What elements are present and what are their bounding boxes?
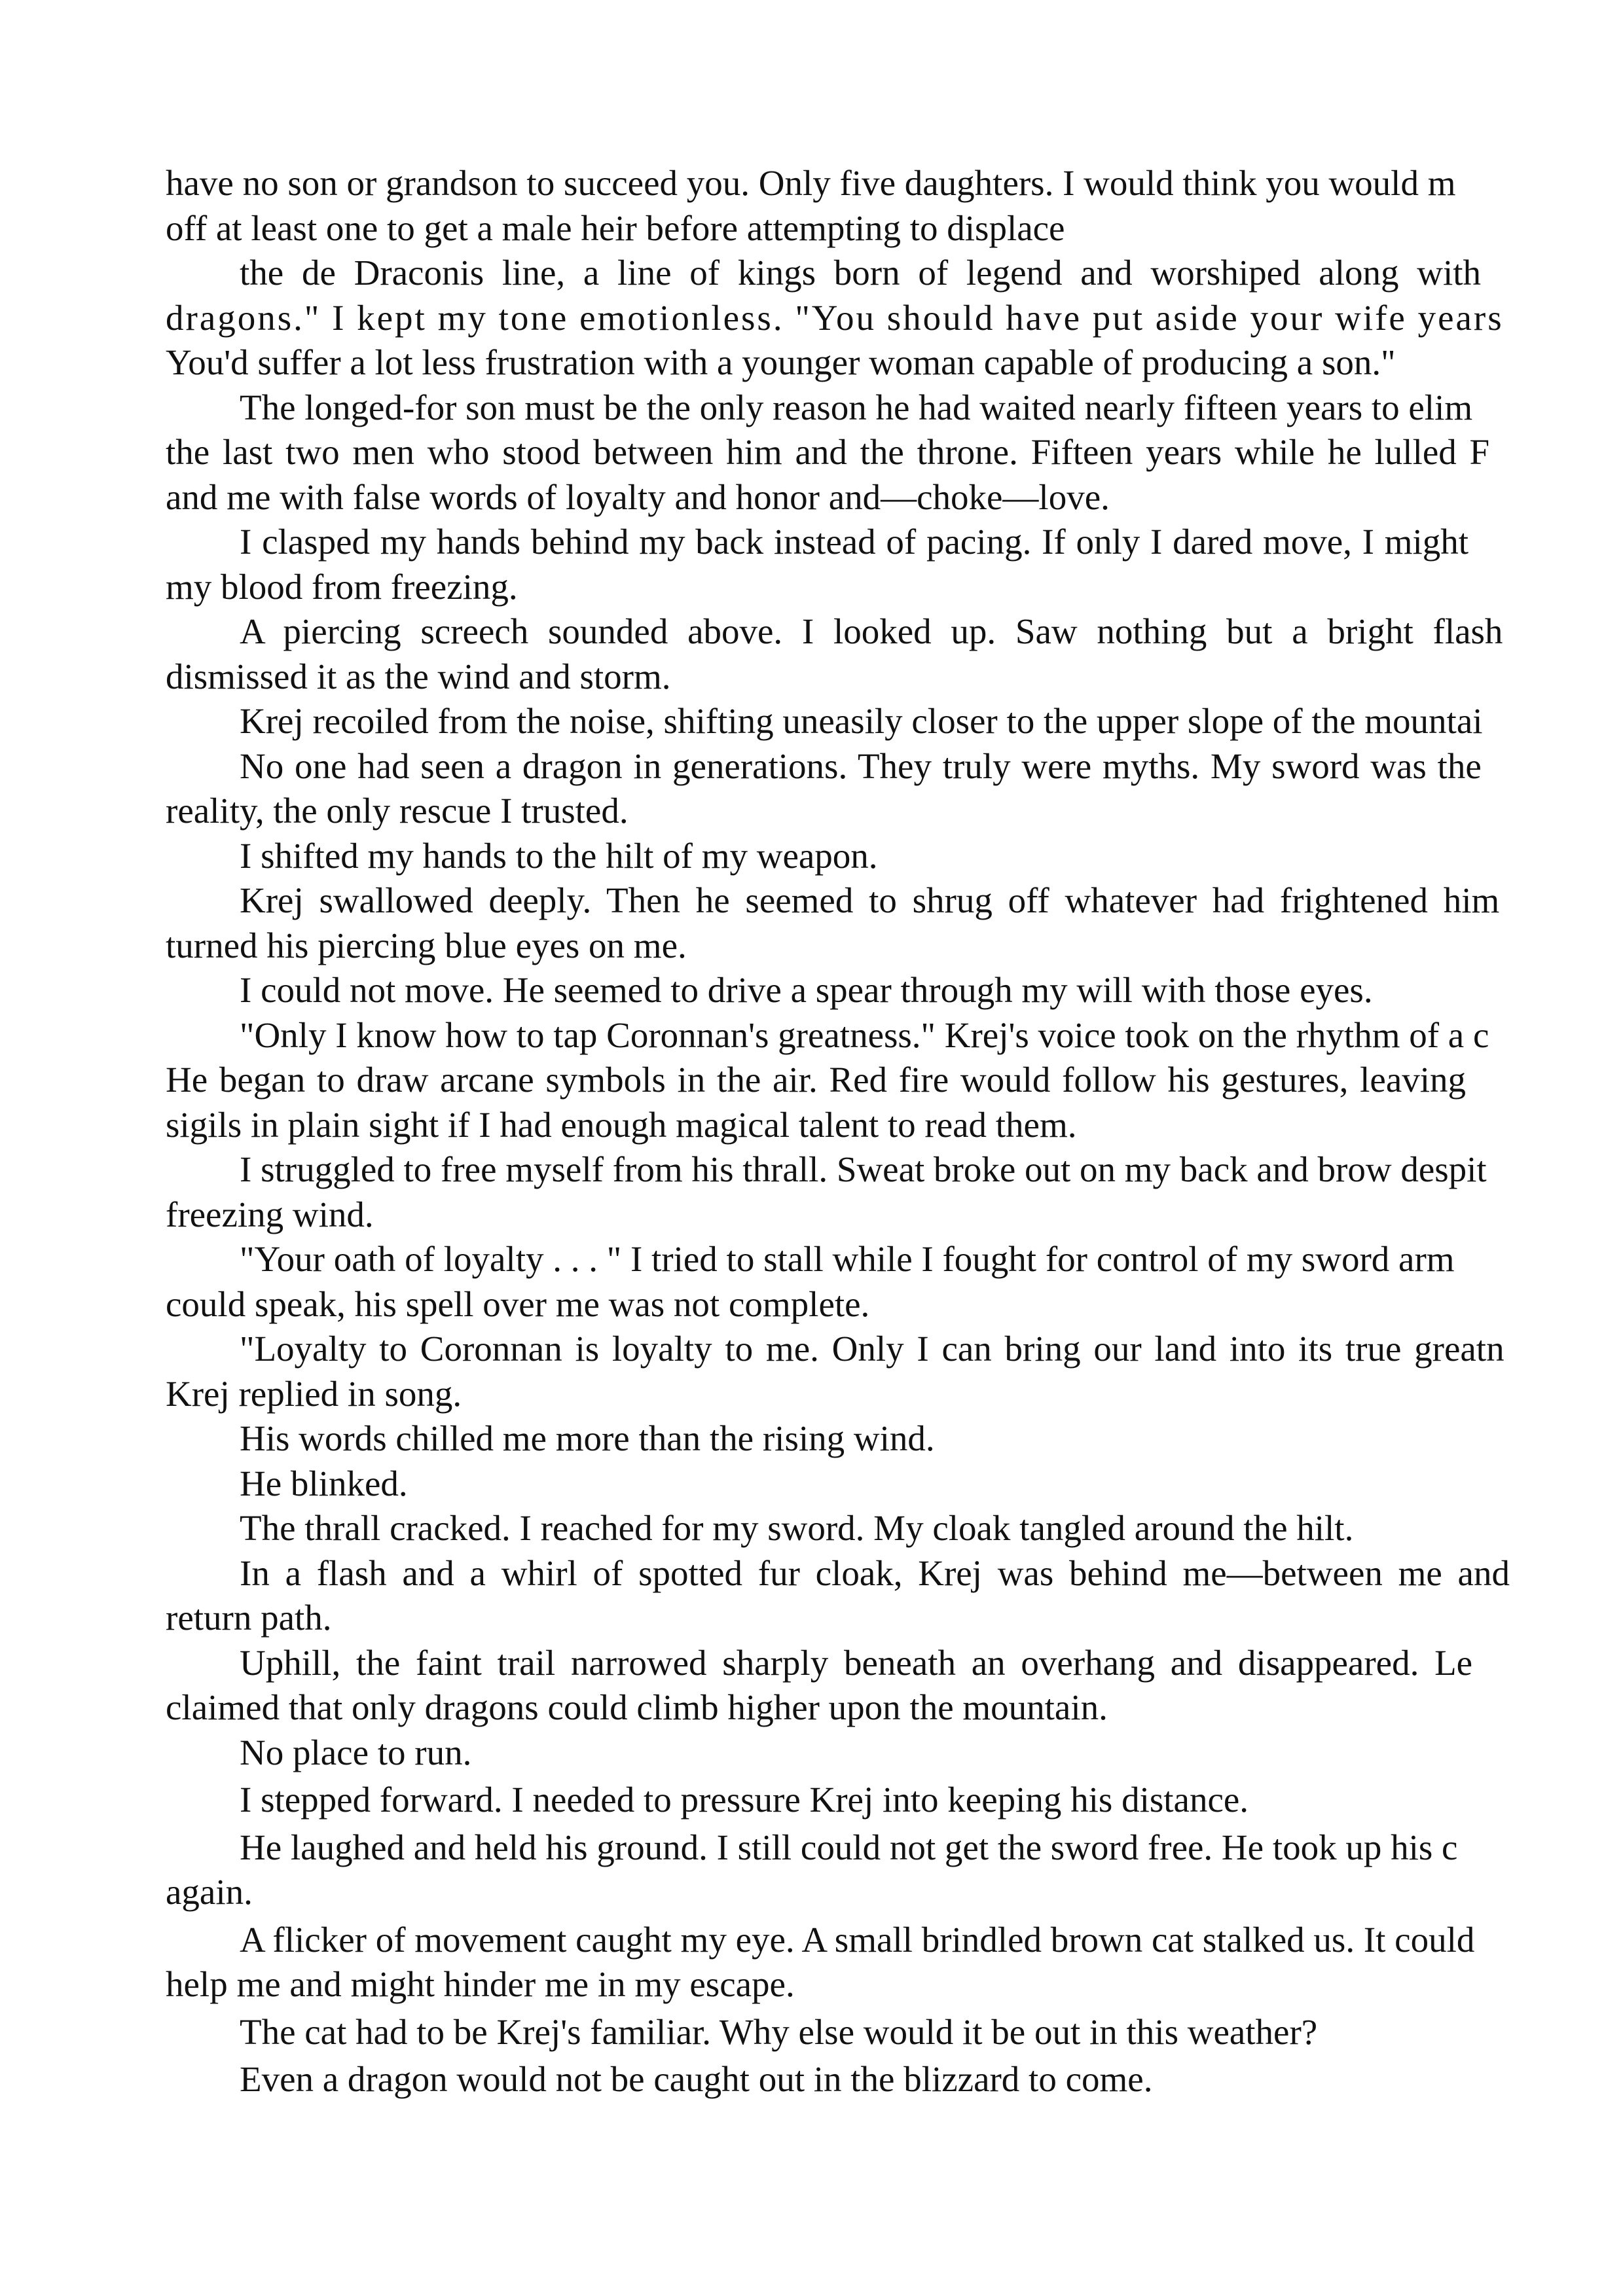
text-line: help me and might hinder me in my escape. <box>166 1964 795 2004</box>
text-line: I shifted my hands to the hilt of my weapon. <box>240 835 878 876</box>
text-line: The longed-for son must be the only reason he had waited nearly fifteen years to elim <box>240 387 1473 427</box>
text-line: You'd suffer a lot less frustration with a younger woman capable of producing a son." <box>166 342 1396 382</box>
text-line: A flicker of movement caught my eye. A small brindled brown cat stalked us. It could <box>240 1919 1475 1960</box>
text-line: Krej swallowed deeply. Then he seemed to shrug off whatever had frightened him <box>240 880 1500 920</box>
text-line: Even a dragon would not be caught out in the blizzard to come. <box>240 2059 1153 2099</box>
text-line: I stepped forward. I needed to pressure Krej into keeping his distance. <box>240 1780 1249 1820</box>
text-line: Krej recoiled from the noise, shifting uneasily closer to the upper slope of the mountai <box>240 701 1483 741</box>
text-line: "Your oath of loyalty . . . " I tried to stall while I fought for control of my sword arm <box>240 1239 1455 1279</box>
text-line: Krej replied in song. <box>166 1373 462 1414</box>
text-line: have no son or grandson to succeed you. Only five daughters. I would think you would m <box>166 163 1456 203</box>
text-line: my blood from freezing. <box>166 566 518 607</box>
text-line: sigils in plain sight if I had enough magical talent to read them. <box>166 1104 1077 1145</box>
text-line: again. <box>166 1872 253 1912</box>
text-line: dragons." I kept my tone emotionless. "You should have put aside your wife years <box>166 297 1504 338</box>
text-line: could speak, his spell over me was not complete. <box>166 1283 870 1324</box>
text-line: A piercing screech sounded above. I looked up. Saw nothing but a bright flash <box>240 611 1503 651</box>
text-line: dismissed it as the wind and storm. <box>166 656 671 696</box>
text-line: No place to run. <box>240 1732 472 1772</box>
text-line: reality, the only rescue I trusted. <box>166 791 629 831</box>
text-line: return path. <box>166 1598 332 1638</box>
text-line: Uphill, the faint trail narrowed sharply beneath an overhang and disappeared. Le <box>240 1642 1473 1683</box>
text-line: The cat had to be Krej's familiar. Why else would it be out in this weather? <box>240 2011 1318 2052</box>
text-line: the last two men who stood between him and the throne. Fifteen years while he lulled F <box>166 432 1490 472</box>
body-text <box>166 161 1623 2102</box>
text-line: the de Draconis line, a line of kings born of legend and worshiped along with <box>240 253 1482 293</box>
text-line: He began to draw arcane symbols in the air. Red fire would follow his gestures, leaving <box>166 1060 1467 1100</box>
text-line: I clasped my hands behind my back instead of pacing. If only I dared move, I might <box>240 522 1469 562</box>
text-line: "Loyalty to Coronnan is loyalty to me. Only I can bring our land into its true greatn <box>240 1329 1504 1369</box>
text-line: off at least one to get a male heir before attempting to displace <box>166 207 1065 248</box>
text-line: claimed that only dragons could climb higher upon the mountain. <box>166 1687 1108 1727</box>
text-line: turned his piercing blue eyes on me. <box>166 925 687 965</box>
text-line: His words chilled me more than the rising wind. <box>240 1418 935 1458</box>
text-line: freezing wind. <box>166 1194 374 1234</box>
text-line: and me with false words of loyalty and honor and—choke—love. <box>166 476 1110 517</box>
text-line: The thrall cracked. I reached for my sword. My cloak tangled around the hilt. <box>240 1508 1354 1548</box>
text-line: No one had seen a dragon in generations. They truly were myths. My sword was the <box>240 745 1482 786</box>
text-line: I could not move. He seemed to drive a spear through my will with those eyes. <box>240 970 1373 1010</box>
text-line: I struggled to free myself from his thrall. Sweat broke out on my back and brow despit <box>240 1149 1487 1189</box>
text-line: He blinked. <box>240 1463 408 1503</box>
text-line: In a flash and a whirl of spotted fur cloak, Krej was behind me—between me and <box>240 1552 1510 1593</box>
text-line: He laughed and held his ground. I still could not get the sword free. He took up his c <box>240 1827 1458 1867</box>
text-line: "Only I know how to tap Coronnan's greatness." Krej's voice took on the rhythm of a c <box>240 1014 1489 1055</box>
